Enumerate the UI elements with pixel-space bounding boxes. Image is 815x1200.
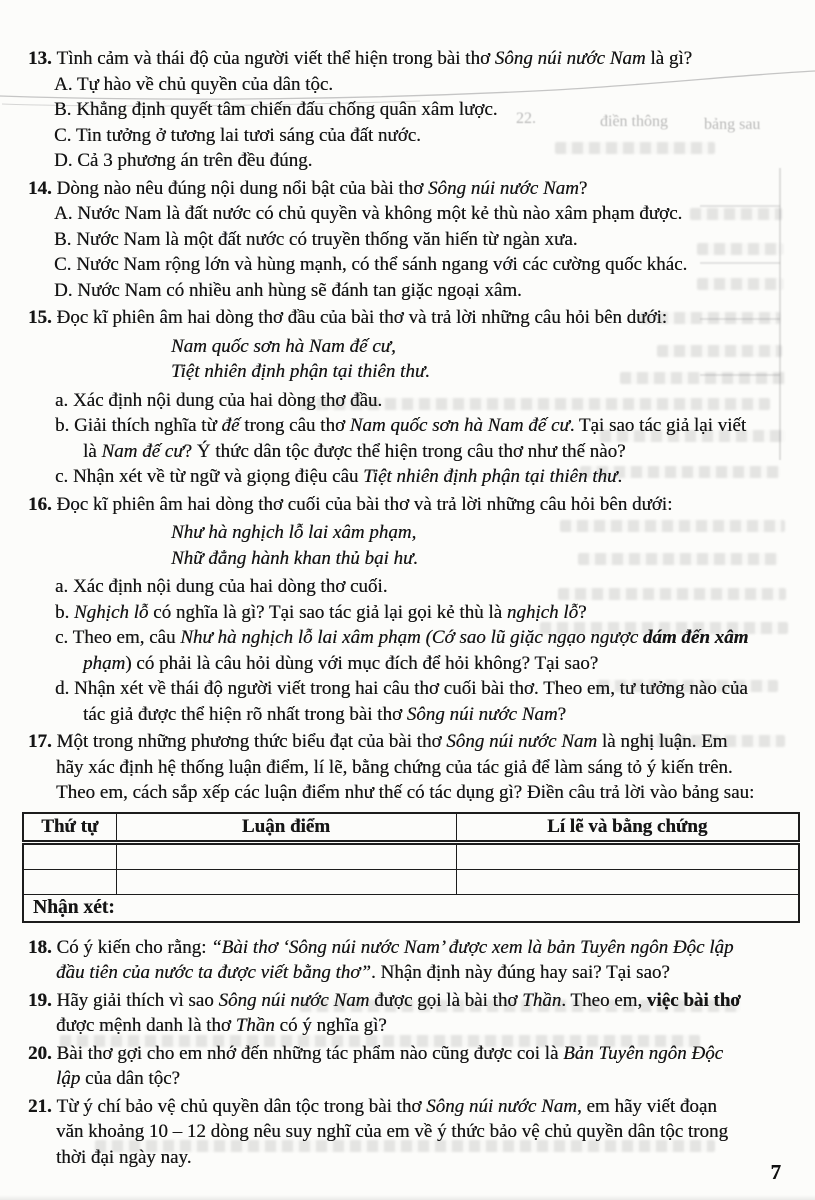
item-label: B. (54, 99, 77, 120)
question-18-cont (28, 960, 804, 986)
question-number: 16. (28, 493, 57, 515)
option-B (28, 227, 804, 253)
question-21 (28, 1094, 804, 1120)
question-20 (28, 1041, 804, 1067)
table-empty-cell (116, 842, 456, 869)
item-label: C. (54, 124, 76, 146)
text-segment: Nước Nam là một đất nước có truyền thống văn hiến từ ngàn xưa. (76, 228, 578, 250)
text-segment: là nghị luận. Em (597, 731, 728, 752)
table-footer-row (23, 894, 799, 922)
subitem-a (28, 574, 804, 600)
item-label: C. (54, 254, 77, 275)
question-number: 13. (28, 48, 57, 69)
text-segment: Giải thích nghĩa từ (74, 415, 222, 436)
text-segment: Theo em, câu (72, 627, 181, 648)
text-segment: , em hãy viết đoạn (577, 1095, 717, 1117)
text-segment: Thần (522, 989, 562, 1011)
page-number: 7 (770, 1160, 781, 1184)
text-segment: Xác định nội dung của hai dòng thơ cuối. (72, 576, 388, 597)
poem-line: Như hà nghịch lỗ lai xâm phạm, (171, 522, 417, 543)
question-19-cont (28, 1013, 804, 1039)
text-segment: Thần (235, 1015, 275, 1036)
question-13 (28, 46, 804, 72)
poem-line: Tiệt nhiên định phận tại thiên thư. (171, 361, 430, 382)
text-segment: Sông núi nước Nam (446, 731, 598, 752)
text-segment: ? Ý thức dân tộc được thể hiện trong câu thơ như thế nào? (183, 440, 626, 462)
ghost-text-fragment: bảng sau (704, 116, 761, 133)
item-label: B. (54, 228, 77, 250)
text-segment: . (617, 466, 623, 487)
table-header-cell: Luận điểm (116, 813, 456, 843)
text-segment: thời đại ngày nay. (56, 1146, 192, 1168)
question-21-cont (28, 1119, 804, 1145)
item-label: c. (55, 466, 73, 487)
question-number: 17. (28, 731, 57, 752)
option-A (28, 201, 804, 227)
question-21-cont (28, 1145, 804, 1171)
item-label: D. (54, 279, 78, 301)
subitem-d-cont (28, 702, 804, 728)
item-label: a. (55, 576, 73, 597)
subitem-b (28, 600, 804, 626)
text-segment: Nam quốc sơn hà Nam đế cư (349, 415, 570, 436)
text-segment: phạm (83, 652, 126, 674)
text-segment: dám đến xâm (642, 627, 749, 648)
text-segment: của dân tộc? (80, 1068, 180, 1089)
question-19 (28, 988, 804, 1014)
text-segment: Dòng nào nêu đúng nội dung nổi bật của bài thơ (56, 177, 429, 199)
question-20-cont (28, 1066, 804, 1092)
option-A (28, 72, 804, 98)
text-segment: là gì? (645, 48, 693, 69)
text-segment: hãy xác định hệ thống luận điểm, lí lẽ, bằng chứng của tác giả để làm sáng tỏ ý kiến trên. (56, 756, 733, 778)
text-segment: (Cớ sao lũ giặc ngạo ngược (425, 627, 643, 648)
question-number: 19. (28, 989, 57, 1011)
text-segment: trong câu thơ (239, 415, 350, 436)
text-segment: Theo em, cách sắp xếp các luận điểm như thế có tác dụng gì? Điền câu trả lời vào bảng sau: (56, 782, 755, 803)
text-segment: Bản Tuyên ngôn Độc (563, 1042, 724, 1064)
subitem-c (28, 464, 804, 490)
text-segment: Sông núi nước Nam (406, 703, 558, 725)
text-segment: Từ ý chí bảo vệ chủ quyền dân tộc trong bài thơ (56, 1095, 427, 1117)
question-17 (28, 729, 804, 755)
text-segment: đế (221, 415, 240, 436)
text-segment: Sông núi nước Nam (494, 48, 646, 69)
text-segment: . Theo em, (561, 989, 647, 1011)
option-C (28, 123, 804, 149)
text-segment: việc bài thơ (646, 989, 741, 1011)
item-label: b. (55, 601, 74, 623)
text-segment: “Bài thơ ‘Sông núi nước Nam’ được xem là bản Tuyên ngôn Độc lập (211, 936, 734, 958)
text-segment: Tình cảm và thái độ của người viết thể hiện trong bài thơ (56, 48, 495, 69)
answer-table (22, 812, 800, 923)
text-segment: Đọc kĩ phiên âm hai dòng thơ đầu của bài thơ và trả lời những câu hỏi bên dưới: (56, 307, 668, 328)
item-label: D. (54, 150, 78, 171)
table-footer-cell: Nhận xét: (23, 894, 799, 922)
text-segment: ? (578, 601, 587, 623)
text-segment: Hãy giải thích vì sao (56, 989, 219, 1011)
question-number: 15. (28, 307, 57, 328)
subitem-d (28, 676, 804, 702)
question-number: 14. (28, 177, 57, 199)
text-segment: văn khoảng 10 – 12 dòng nêu suy nghĩ của em về ý thức bảo vệ chủ quyền dân tộc trong (56, 1121, 728, 1142)
table-empty-row (23, 842, 799, 869)
subitem-b-cont (28, 439, 804, 465)
question-14 (28, 176, 804, 202)
question-16 (28, 492, 804, 518)
table-empty-cell (456, 842, 799, 869)
table-header-cell: Lí lẽ và bằng chứng (456, 813, 799, 843)
question-18 (28, 935, 804, 961)
ghost-text-fragment: 22. (516, 110, 536, 127)
table-header-row (23, 813, 799, 843)
text-segment: tác giả được thể hiện rõ nhất trong bài thơ (83, 703, 407, 725)
text-segment: được gọi là bài thơ (369, 989, 523, 1011)
text-segment: ? (578, 177, 588, 199)
item-label: a. (55, 389, 73, 411)
option-B (28, 97, 804, 123)
question-number: 20. (28, 1042, 57, 1064)
subitem-a (28, 388, 804, 414)
question-17-cont (28, 755, 804, 781)
text-segment: Nước Nam rộng lớn và hùng mạnh, có thể sánh ngang với các cường quốc khác. (76, 254, 688, 275)
text-segment: . Nhận định này đúng hay sai? Tại sao? (370, 962, 670, 983)
text-segment: được mệnh danh là thơ (56, 1015, 236, 1036)
table-empty-cell (116, 869, 456, 894)
text-segment: Như hà nghịch lỗ lai xâm phạm (180, 627, 426, 648)
text-segment: có ý nghĩa gì? (274, 1015, 387, 1036)
subitem-c-cont (28, 651, 804, 677)
text-segment: Cả 3 phương án trên đều đúng. (77, 150, 313, 171)
text-segment: Sông núi nước Nam (428, 177, 579, 199)
text-segment: Nhận xét về thái độ người viết trong hai câu thơ cuối bài thơ. Theo em, tư tưởng nào của (74, 678, 748, 699)
text-segment: Sông núi nước Nam (426, 1095, 577, 1117)
question-17-cont (28, 780, 804, 806)
item-label: c. (55, 627, 73, 648)
poem-excerpt (28, 520, 804, 571)
text-segment: Nam đế cư (101, 440, 184, 462)
text-segment: Bài thơ gợi cho em nhớ đến những tác phẩm nào cũng được coi là (56, 1042, 564, 1064)
text-segment: Khẳng định quyết tâm chiến đấu chống quân xâm lược. (76, 99, 498, 120)
table-empty-cell (23, 869, 116, 894)
item-label: d. (55, 678, 74, 699)
subitem-b (28, 413, 804, 439)
option-D (28, 148, 804, 174)
subitem-c (28, 625, 804, 651)
option-D (28, 278, 804, 304)
text-segment: đầu tiên của nước ta được viết bằng thơ” (56, 962, 371, 983)
text-segment: Tin tưởng ở tương lai tươi sáng của đất nước. (75, 124, 421, 146)
document-content (28, 44, 804, 1170)
table-empty-row (23, 869, 799, 894)
text-segment: Nước Nam là đất nước có chủ quyền và không một kẻ thù nào xâm phạm được. (77, 203, 683, 224)
text-segment: nghịch lỗ (506, 601, 579, 623)
item-label: b. (55, 415, 74, 436)
item-label: A. (54, 203, 78, 224)
option-C (28, 252, 804, 278)
text-segment: Đọc kĩ phiên âm hai dòng thơ cuối của bài thơ và trả lời những câu hỏi bên dưới: (56, 493, 673, 515)
text-segment: Có ý kiến cho rằng: (56, 936, 212, 958)
text-segment: lập (56, 1068, 81, 1089)
question-15 (28, 305, 804, 331)
poem-excerpt (28, 334, 804, 385)
table-empty-cell (23, 842, 116, 869)
text-segment: Xác định nội dung của hai dòng thơ đầu. (72, 389, 383, 411)
poem-line: Nam quốc sơn hà Nam đế cư, (171, 335, 396, 357)
text-segment: Nhận xét về từ ngữ và giọng điệu câu (72, 466, 364, 487)
text-segment: . Tại sao tác giả lại viết (569, 415, 747, 436)
ghost-text-fragment: điền thông (600, 113, 668, 130)
text-segment: Tiệt nhiên định phận tại thiên thư (363, 466, 618, 487)
text-segment: Tự hào về chủ quyền của dân tộc. (76, 73, 334, 95)
text-segment: Một trong những phương thức biểu đạt của bài thơ (56, 731, 447, 752)
text-segment: có nghĩa là gì? Tại sao tác giả lại gọi kẻ thù là (148, 601, 507, 623)
poem-line: Nhữ đẳng hành khan thủ bại hư. (171, 547, 419, 569)
text-segment: Nước Nam có nhiều anh hùng sẽ đánh tan giặc ngoại xâm. (77, 279, 522, 301)
question-number: 18. (28, 936, 57, 958)
question-number: 21. (28, 1095, 57, 1117)
text-segment: Sông núi nước Nam (218, 989, 370, 1011)
scan-bottom-edge-shadow (0, 1195, 815, 1200)
item-label: A. (54, 73, 77, 95)
table-empty-cell (456, 869, 799, 894)
text-segment: ? (557, 703, 567, 725)
text-segment: Nghịch lỗ (74, 601, 149, 623)
table-header-cell: Thứ tự (23, 813, 116, 843)
text-segment: ) có phải là câu hỏi dùng với mục đích để hỏi không? Tại sao? (125, 652, 599, 674)
text-segment: là (83, 440, 102, 462)
